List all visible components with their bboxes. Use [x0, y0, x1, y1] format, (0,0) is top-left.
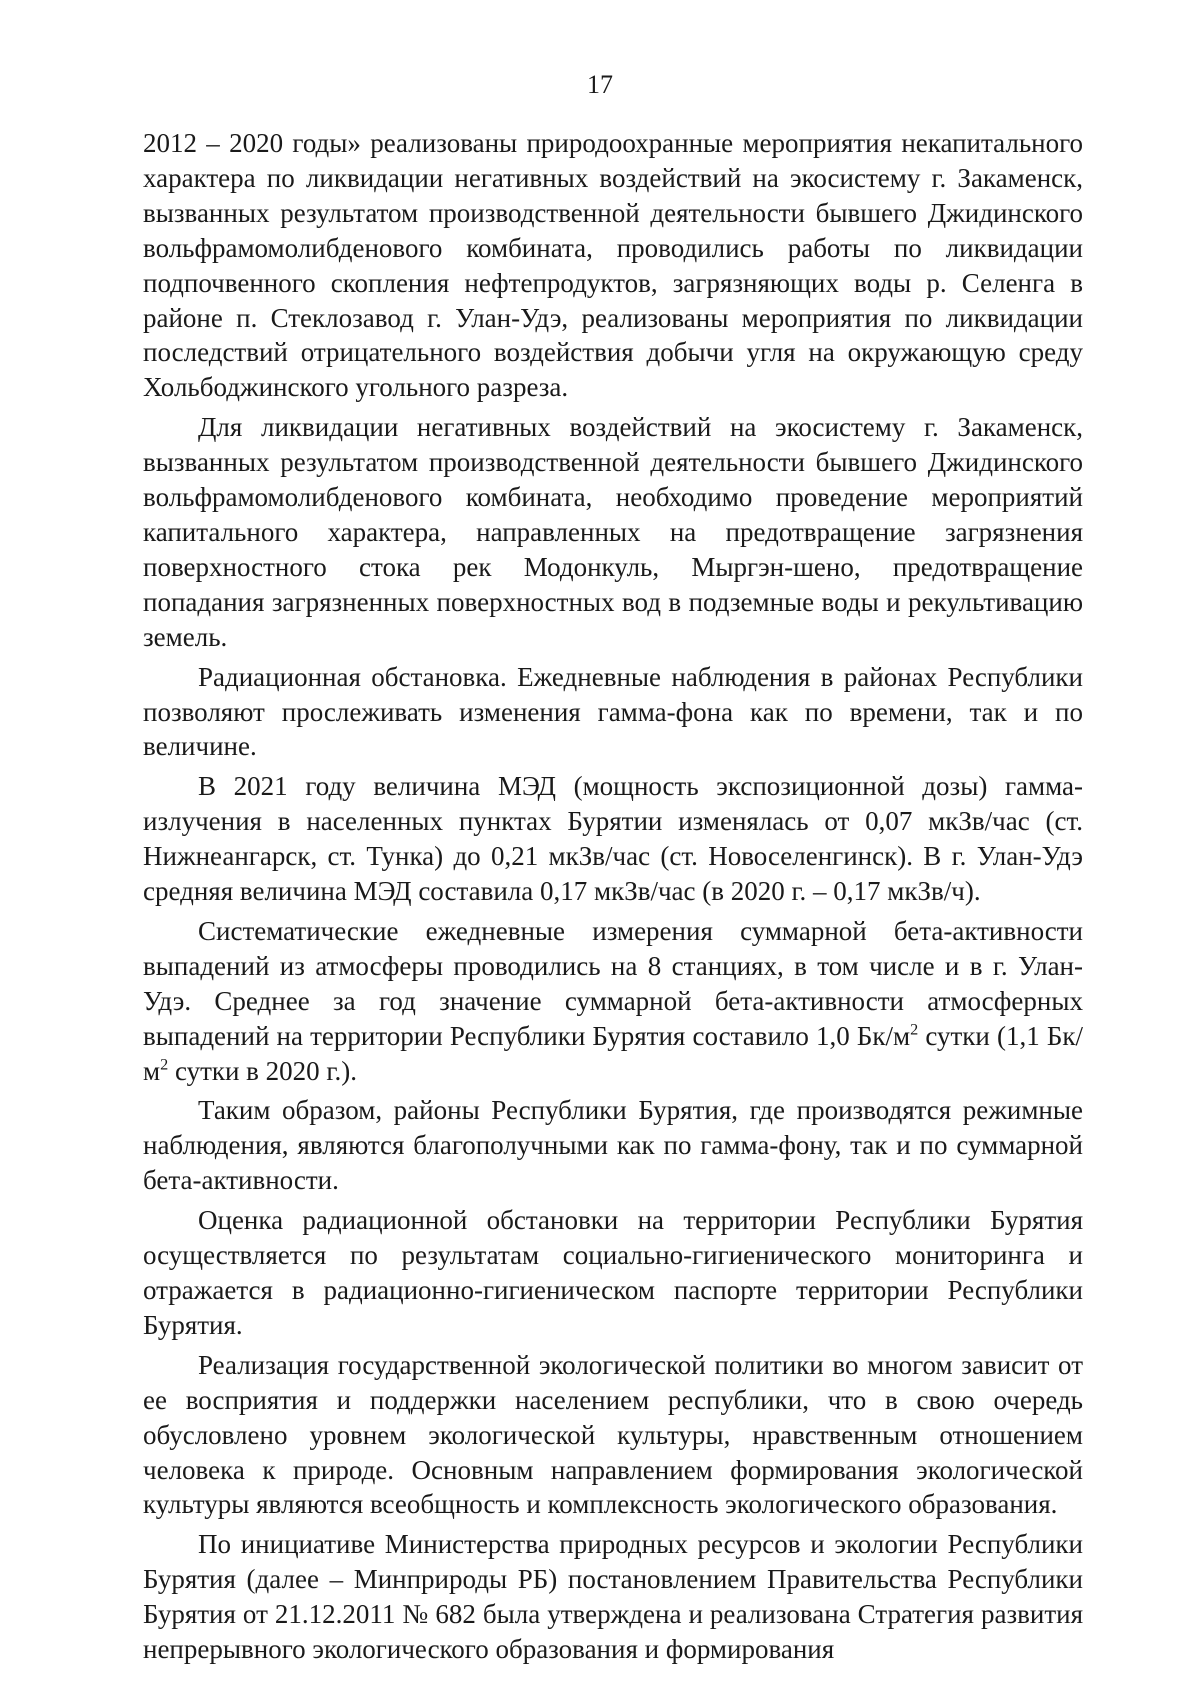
- paragraph-environmental-measures: 2012 – 2020 годы» реализованы природоохранные мероприятия некапитального характера по ликвидации негативных воздействий на экосистему г. Закаменск, вызванных результатом производственной деятельности бывшего Джидинского вольфрамомолибденового комбината, проводились работы по ликвидации подпочвенного скопления нефтепродуктов, загрязняющих воды р. Селенга в районе п. Стеклозавод г. Улан-Удэ, реализованы мероприятия по ликвидации последствий отрицательного воздействия добычи угля на окружающую среду Хольбоджинского угольного разреза.: [143, 128, 1083, 403]
- paragraph-conclusion-safe-areas: Таким образом, районы Республики Бурятия, где производятся режимные наблюдения, являются благополучными как по гамма-фону, так и по суммарной бета-активности.: [143, 1095, 1083, 1196]
- paragraph-beta-activity: [143, 914, 1083, 1089]
- paragraph-ecological-education-strategy: По инициативе Министерства природных ресурсов и экологии Республики Бурятия (далее – Минприроды РБ) постановлением Правительства Республики Бурятия от 21.12.2011 № 682 была утверждена и реализована Стратегия развития непрерывного экологического образования и формирования: [143, 1529, 1083, 1665]
- superscript-squared-a: 2: [910, 1020, 919, 1039]
- beta-activity-text-b: сутки (1,1 Бк/м: [143, 1020, 1083, 1086]
- page-number: 17: [587, 70, 613, 99]
- paragraph-zakamensk-remediation: Для ликвидации негативных воздействий на экосистему г. Закаменск, вызванных результатом производственной деятельности бывшего Джидинского вольфрамомолибденового комбината, необходимо проведение мероприятий капитального характера, направленных на предотвращение загрязнения поверхностного стока рек Модонкуль, Мыргэн-шено, предотвращение попадания загрязненных поверхностных вод в подземные воды и рекультивацию земель.: [143, 412, 1083, 652]
- document-body: [143, 126, 1083, 1667]
- paragraph-radiation-assessment: Оценка радиационной обстановки на территории Республики Бурятия осуществляется по результатам социально-гигиенического мониторинга и отражается в радиационно-гигиеническом паспорте территории Республики Бурятия.: [143, 1205, 1083, 1340]
- paragraph-ecological-policy: Реализация государственной экологической политики во многом зависит от ее восприятия и поддержки населением республики, что в свою очередь обусловлено уровнем экологической культуры, нравственным отношением человека к природе. Основным направлением формирования экологической культуры являются всеобщность и комплексность экологического образования.: [143, 1349, 1083, 1520]
- beta-activity-text-a: Систематические ежедневные измерения суммарной бета-активности выпадений из атмосферы проводились на 8 станциях, в том числе и в г. Улан-Удэ. Среднее за год значение суммарной бета-активности атмосферных выпадений на территории Республики Бурятия составило 1,0 Бк/м: [143, 915, 1083, 1051]
- superscript-squared-b: 2: [160, 1055, 169, 1074]
- beta-activity-text-c: сутки в 2020 г.).: [168, 1055, 357, 1086]
- paragraph-exposure-dose-2021: В 2021 году величина МЭД (мощность экспозиционной дозы) гамма-излучения в населенных пунктах Бурятии изменялась от 0,07 мкЗв/час (ст. Нижнеангарск, ст. Тунка) до 0,21 мкЗв/час (ст. Новоселенгинск). В г. Улан-Удэ средняя величина МЭД составила 0,17 мкЗв/час (в 2020 г. – 0,17 мкЗв/ч).: [143, 771, 1083, 907]
- paragraph-radiation-situation: Радиационная обстановка. Ежедневные наблюдения в районах Республики позволяют прослеживать изменения гамма-фона как по времени, так и по величине.: [143, 661, 1083, 762]
